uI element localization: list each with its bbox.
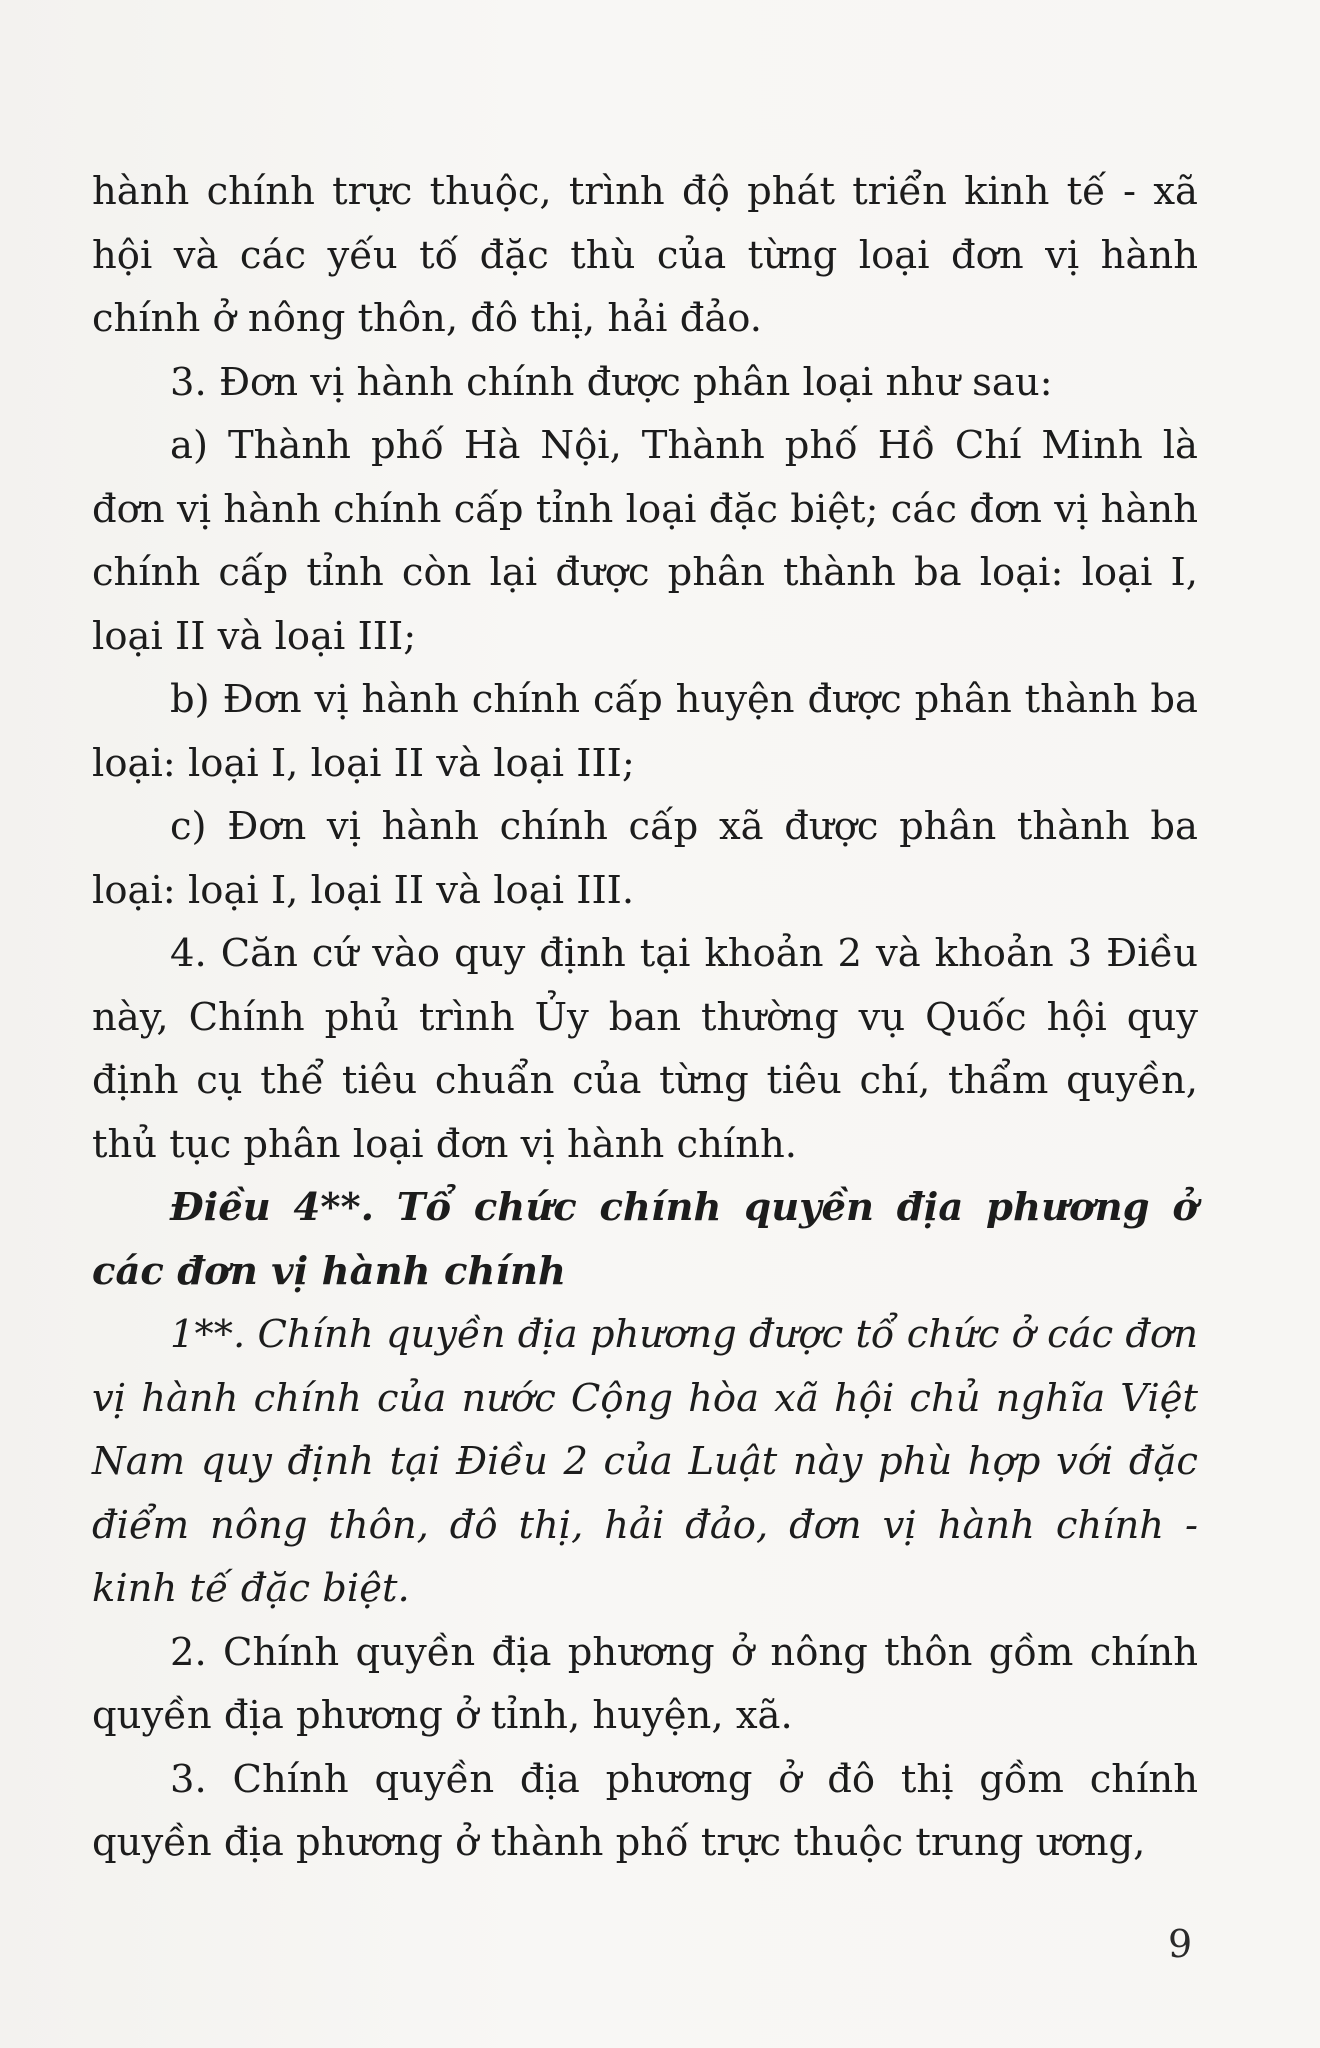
article-heading: Điều 4**. Tổ chức chính quyền địa phương ở các đơn vị hành chính <box>92 1185 1198 1294</box>
paragraph-item-b: b) Đơn vị hành chính cấp huyện được phân thành ba loại: loại I, loại II và loại III; <box>92 677 1198 786</box>
paragraph-clause-3: 3. Đơn vị hành chính được phân loại như sau: <box>170 359 1053 405</box>
paragraph-article-clause-1: 1**. Chính quyền địa phương được tổ chức ở các đơn vị hành chính của nước Cộng hòa xã hội chủ nghĩa Việt Nam quy định tại Điều 2 của Luật này phù hợp với đặc điểm nông thôn, đô thị, hải đảo, đơn vị hành chính - kinh tế đặc biệt. <box>92 1312 1199 1611</box>
paragraph-item-c: c) Đơn vị hành chính cấp xã được phân thành ba loại: loại I, loại II và loại III. <box>92 804 1198 913</box>
body-text <box>92 160 1198 1875</box>
paragraph-continuation: hành chính trực thuộc, trình độ phát triển kinh tế - xã hội và các yếu tố đặc thù của từng loại đơn vị hành chính ở nông thôn, đô thị, hải đảo. <box>92 169 1198 341</box>
paragraph-article-clause-2: 2. Chính quyền địa phương ở nông thôn gồm chính quyền địa phương ở tỉnh, huyện, xã. <box>92 1629 1198 1738</box>
paragraph-article-clause-3: 3. Chính quyền địa phương ở đô thị gồm chính quyền địa phương ở thành phố trực thuộc trung ương, <box>92 1756 1198 1865</box>
paragraph-item-a: a) Thành phố Hà Nội, Thành phố Hồ Chí Minh là đơn vị hành chính cấp tỉnh loại đặc biệt; các đơn vị hành chính cấp tỉnh còn lại được phân thành ba loại: loại I, loại II và loại III; <box>92 423 1198 659</box>
page-number: 9 <box>1168 1922 1193 1966</box>
paragraph-clause-4: 4. Căn cứ vào quy định tại khoản 2 và khoản 3 Điều này, Chính phủ trình Ủy ban thường vụ Quốc hội quy định cụ thể tiêu chuẩn của từng tiêu chí, thẩm quyền, thủ tục phân loại đơn vị hành chính. <box>92 931 1198 1167</box>
